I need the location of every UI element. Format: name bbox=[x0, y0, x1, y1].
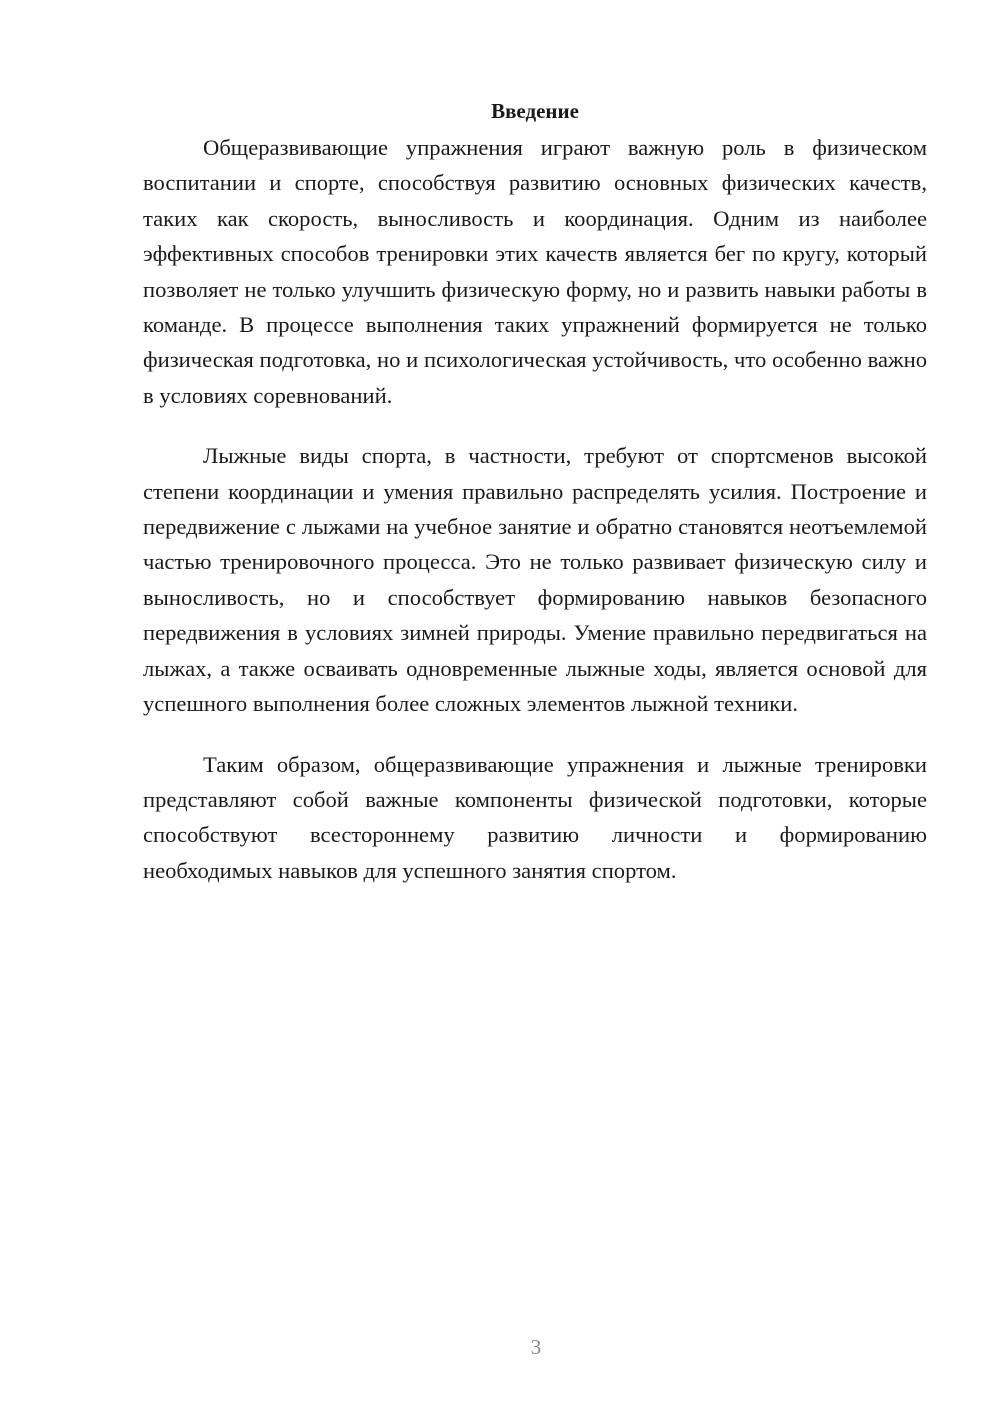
paragraph-1: Общеразвивающие упражнения играют важную роль в физическом воспитании и спорте, способствуя развитию основных физических качеств, таких как скорость, выносливость и координация. Одним из наиболее эффективных способов тренировки этих качеств является бег по кругу, который позволяет не только улучшить физическую форму, но и развить навыки работы в команде. В процессе выполнения таких упражнений формируется не только физическая подготовка, но и психологическая устойчивость, что особенно важно в условиях соревнований. bbox=[143, 135, 927, 408]
section-heading: Введение bbox=[491, 99, 579, 123]
page-content bbox=[143, 96, 927, 888]
page-number: 3 bbox=[530, 1335, 542, 1359]
paragraph-3: Таким образом, общеразвивающие упражнения и лыжные тренировки представляют собой важные компоненты физической подготовки, которые способствуют всестороннему развитию личности и формированию необходимых навыков для успешного занятия спортом. bbox=[143, 751, 927, 883]
paragraph-2: Лыжные виды спорта, в частности, требуют от спортсменов высокой степени координации и умения правильно распределять усилия. Построение и передвижение с лыжами на учебное занятие и обратно становятся неотъемлемой частью тренировочного процесса. Это не только развивает физическую силу и выносливость, но и способствует формированию навыков безопасного передвижения в условиях зимней природы. Умение правильно передвигаться на лыжах, а также осваивать одновременные лыжные ходы, является основой для успешного выполнения более сложных элементов лыжной техники. bbox=[143, 443, 927, 717]
